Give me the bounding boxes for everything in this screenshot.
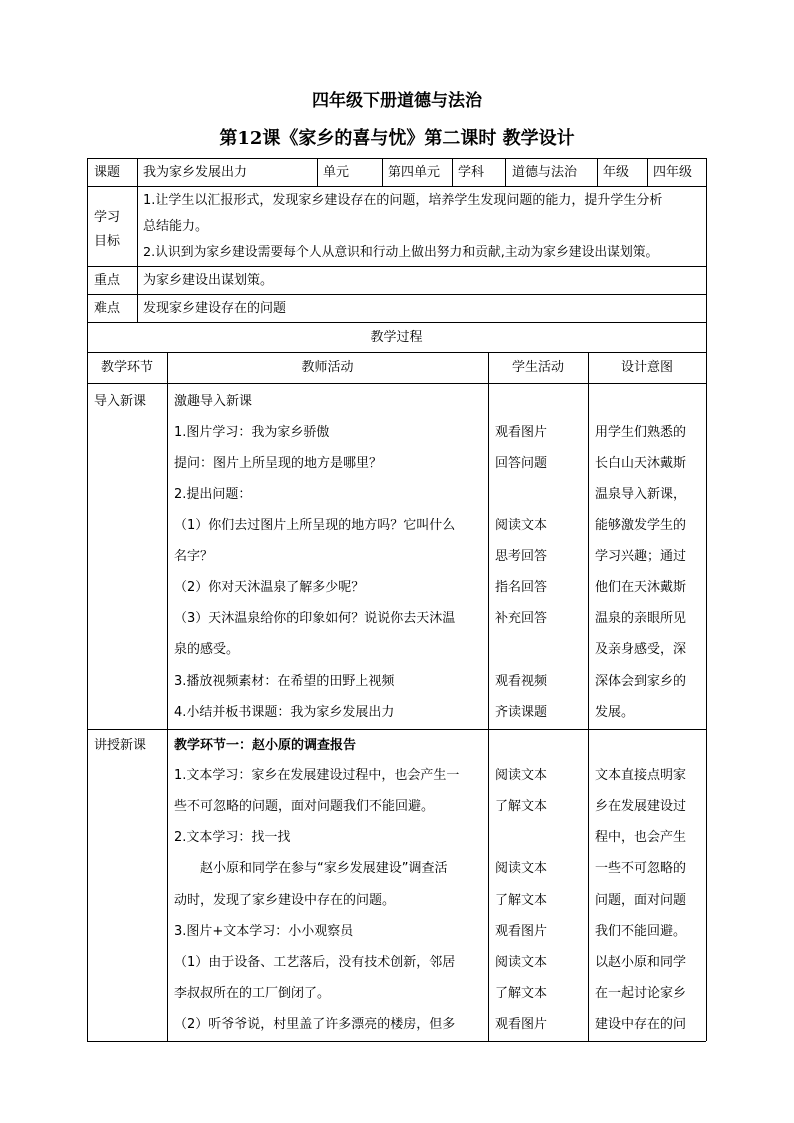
teacher-line: 激趣导入新课 xyxy=(174,394,253,409)
teacher-line: 4.小结并板书课题：我为家乡发展出力 xyxy=(174,705,395,720)
header-intent: 设计意图 xyxy=(620,360,673,375)
student-line: 回答问题 xyxy=(495,456,548,471)
table-rule xyxy=(87,352,706,353)
student-line: 观看视频 xyxy=(495,674,548,689)
student-line: 思考回答 xyxy=(495,549,548,564)
table-border-right xyxy=(706,158,707,1041)
teacher-line: 名字？ xyxy=(174,549,214,564)
student-line: 阅读文本 xyxy=(495,518,548,533)
process-title: 教学过程 xyxy=(370,330,423,345)
teacher-line: 赵小原和同学在参与“家乡发展建设”调查活 xyxy=(200,861,448,876)
intent-line: 建设中存在的问 xyxy=(595,1017,687,1032)
table-column-rule xyxy=(597,158,598,186)
teacher-line: （1）你们去过图片上所呈现的地方吗？它叫什么 xyxy=(174,518,456,533)
objective-line: 1.让学生以汇报形式，发现家乡建设存在的问题，培养学生发现问题的能力，提升学生分析 xyxy=(143,193,663,208)
table-column-rule xyxy=(452,158,453,186)
teacher-line: （3）天沐温泉给你的印象如何？说说你去天沐温 xyxy=(174,611,456,626)
teacher-line: 动时，发现了家乡建设中存在的问题。 xyxy=(174,893,396,908)
student-line: 观看图片 xyxy=(495,425,548,440)
intent-line: 问题，面对问题 xyxy=(595,893,687,908)
student-line: 补充回答 xyxy=(495,611,548,626)
teacher-line: 1.图片学习：我为家乡骄傲 xyxy=(174,425,330,440)
subject-value: 道德与法治 xyxy=(512,165,578,180)
unit-value: 第四单元 xyxy=(388,165,441,180)
table-column-rule xyxy=(505,158,506,186)
unit-label: 单元 xyxy=(323,165,350,180)
intent-line: 乡在发展建设过 xyxy=(595,799,687,814)
objective-line: 2.认识到为家乡建设需要每个人从意识和行动上做出努力和贡献,主动为家乡建设出谋划策。 xyxy=(143,245,659,260)
table-column-rule xyxy=(647,158,648,186)
student-line: 齐读课题 xyxy=(495,705,548,720)
header-stage: 教学环节 xyxy=(100,360,153,375)
teacher-line: 2.文本学习：找一找 xyxy=(174,830,291,845)
intent-line: 能够激发学生的 xyxy=(595,518,687,533)
header-student: 学生活动 xyxy=(511,360,564,375)
intent-line: 程中，也会产生 xyxy=(595,830,687,845)
table-border-left xyxy=(87,158,88,1041)
table-rule xyxy=(87,294,706,295)
student-line: 阅读文本 xyxy=(495,861,548,876)
teacher-line: 提问：图片上所呈现的地方是哪里？ xyxy=(174,456,383,471)
difficulty-value: 发现家乡建设存在的问题 xyxy=(143,301,287,316)
stage-label: 导入新课 xyxy=(94,394,147,409)
student-line: 观看图片 xyxy=(495,924,548,939)
table-rule xyxy=(87,186,706,187)
teacher-line: （2）听爷爷说，村里盖了许多漂亮的楼房，但多 xyxy=(174,1017,456,1032)
teacher-line: 些不可忽略的问题，面对问题我们不能回避。 xyxy=(174,799,435,814)
key-point-label: 重点 xyxy=(94,273,121,288)
intent-line: 发展。 xyxy=(595,705,635,720)
teacher-line: 1.文本学习：家乡在发展建设过程中，也会产生一 xyxy=(174,768,460,783)
topic-value: 我为家乡发展出力 xyxy=(143,165,248,180)
table-column-rule xyxy=(588,352,589,1041)
intent-line: 及亲身感受，深 xyxy=(595,642,687,657)
table-column-rule xyxy=(382,158,383,186)
teacher-line: 3.播放视频素材：在希望的田野上视频 xyxy=(174,674,395,689)
student-line: 指名回答 xyxy=(495,580,548,595)
table-column-rule xyxy=(137,158,138,322)
document-title: 四年级下册道德与法治 xyxy=(312,91,482,111)
header-teacher: 教师活动 xyxy=(301,360,354,375)
grade-label: 年级 xyxy=(603,165,630,180)
table-column-rule xyxy=(317,158,318,186)
table-rule xyxy=(87,729,706,730)
table-rule xyxy=(87,383,706,384)
table-border-bottom xyxy=(87,1041,706,1042)
stage-label: 讲授新课 xyxy=(94,738,147,753)
key-point-value: 为家乡建设出谋划策。 xyxy=(143,273,274,288)
teacher-line-heading: 教学环节一：赵小原的调查报告 xyxy=(174,738,357,753)
teacher-line: 李叔叔所在的工厂倒闭了。 xyxy=(174,986,331,1001)
intent-line: 温泉导入新课， xyxy=(595,487,687,502)
teacher-line: （1）由于设备、工艺落后，没有技术创新，邻居 xyxy=(174,955,456,970)
intent-line: 在一起讨论家乡 xyxy=(595,986,687,1001)
objectives-label: 目标 xyxy=(94,234,121,249)
teacher-line: 3.图片+文本学习：小小观察员 xyxy=(174,924,354,939)
intent-line: 我们不能回避。 xyxy=(595,924,687,939)
document-subtitle: 第12课《家乡的喜与忧》第二课时 教学设计 xyxy=(219,128,575,149)
intent-line: 以赵小原和同学 xyxy=(595,955,687,970)
table-rule xyxy=(87,266,706,267)
intent-line: 文本直接点明家 xyxy=(595,768,687,783)
student-line: 阅读文本 xyxy=(495,955,548,970)
student-line: 了解文本 xyxy=(495,799,548,814)
teacher-line: 泉的感受。 xyxy=(174,642,240,657)
objective-line: 总结能力。 xyxy=(143,219,209,234)
intent-line: 用学生们熟悉的 xyxy=(595,425,687,440)
student-line: 观看图片 xyxy=(495,1017,548,1032)
student-line: 了解文本 xyxy=(495,893,548,908)
intent-line: 他们在天沐戴斯 xyxy=(595,580,687,595)
grade-value: 四年级 xyxy=(653,165,693,180)
student-line: 阅读文本 xyxy=(495,768,548,783)
teacher-line: （2）你对天沐温泉了解多少呢？ xyxy=(174,580,365,595)
student-line: 了解文本 xyxy=(495,986,548,1001)
table-rule xyxy=(87,322,706,323)
table-column-rule xyxy=(488,352,489,1041)
intent-line: 深体会到家乡的 xyxy=(595,674,687,689)
intent-line: 一些不可忽略的 xyxy=(595,861,687,876)
objectives-label: 学习 xyxy=(94,210,121,225)
topic-label: 课题 xyxy=(94,165,121,180)
teacher-line: 2.提出问题： xyxy=(174,487,252,502)
subject-label: 学科 xyxy=(458,165,485,180)
table-border-top xyxy=(87,158,706,159)
intent-line: 温泉的亲眼所见 xyxy=(595,611,687,626)
table-column-rule xyxy=(167,352,168,1041)
intent-line: 长白山天沐戴斯 xyxy=(595,456,687,471)
difficulty-label: 难点 xyxy=(94,301,121,316)
intent-line: 学习兴趣；通过 xyxy=(595,549,687,564)
